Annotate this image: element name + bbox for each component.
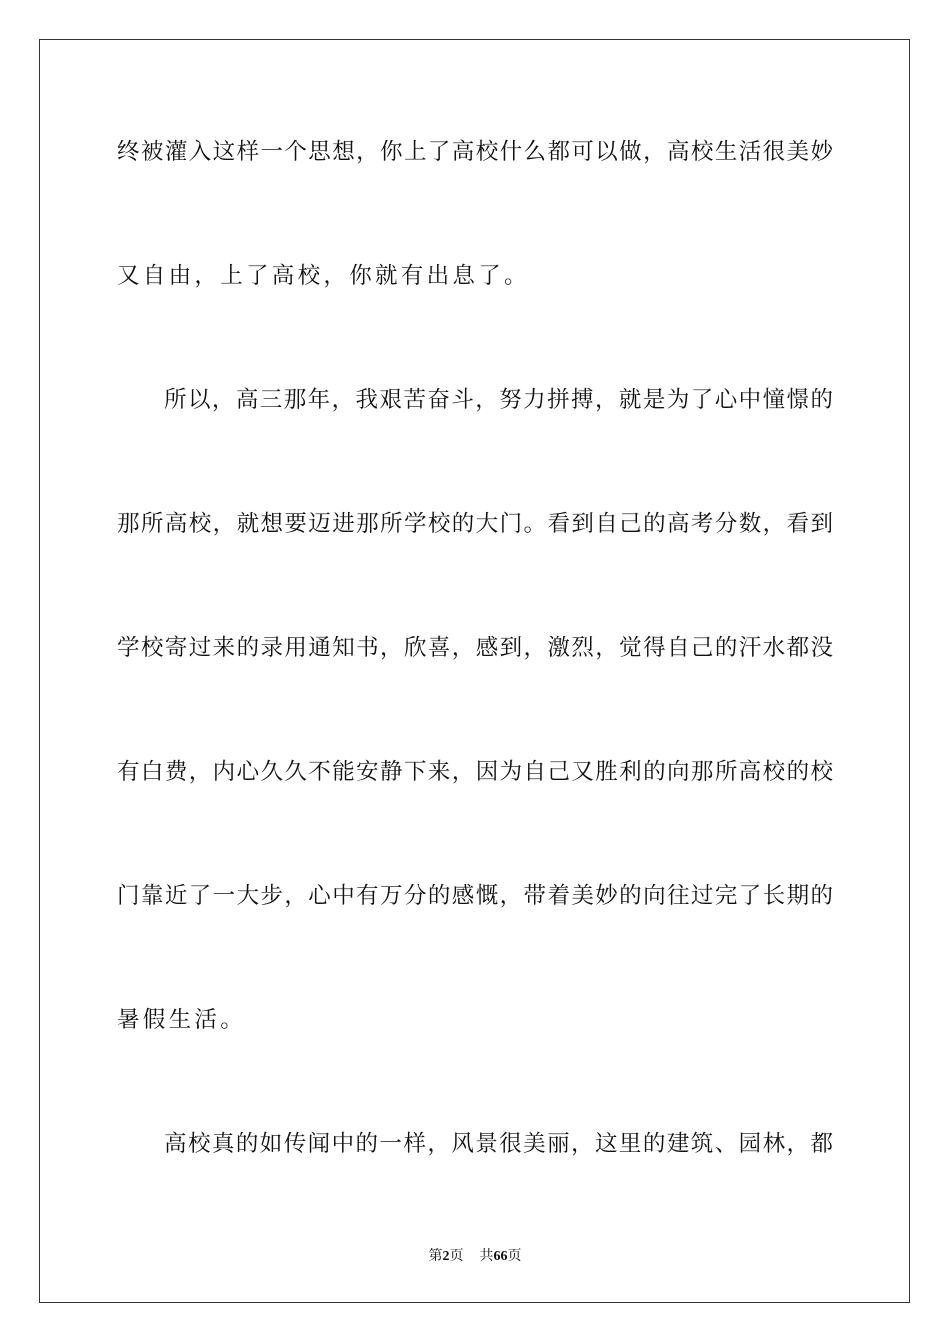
page-prefix: 第 <box>428 1248 443 1264</box>
text-line-5: 学校寄过来的录用通知书，欣喜，感到，激烈，觉得自己的汗水都没 <box>117 635 833 661</box>
total-suffix: 页 <box>507 1248 522 1264</box>
text-line-6: 有白费，内心久久不能安静下来，因为自己又胜利的向那所高校的校 <box>117 759 833 785</box>
page-number: 2 <box>442 1249 450 1264</box>
text-line-2: 又自由，上了高校，你就有出息了。 <box>117 263 530 289</box>
total-prefix: 共 <box>479 1248 494 1264</box>
text-line-9: 高校真的如传闻中的一样，风景很美丽，这里的建筑、园林，都 <box>164 1131 833 1157</box>
text-line-4: 那所高校，就想要迈进那所学校的大门。看到自己的高考分数，看到 <box>117 511 833 537</box>
page-border <box>39 39 910 1303</box>
text-line-8: 暑假生活。 <box>117 1007 247 1033</box>
page-footer <box>0 1246 950 1267</box>
text-line-1: 终被灌入这样一个思想，你上了高校什么都可以做，高校生活很美妙 <box>117 139 833 165</box>
page-suffix: 页 <box>449 1248 464 1264</box>
text-line-3: 所以，高三那年，我艰苦奋斗，努力拼搏，就是为了心中憧憬的 <box>164 387 833 413</box>
total-pages: 66 <box>493 1249 508 1264</box>
text-line-7: 门靠近了一大步，心中有万分的感慨，带着美妙的向往过完了长期的 <box>117 883 833 909</box>
